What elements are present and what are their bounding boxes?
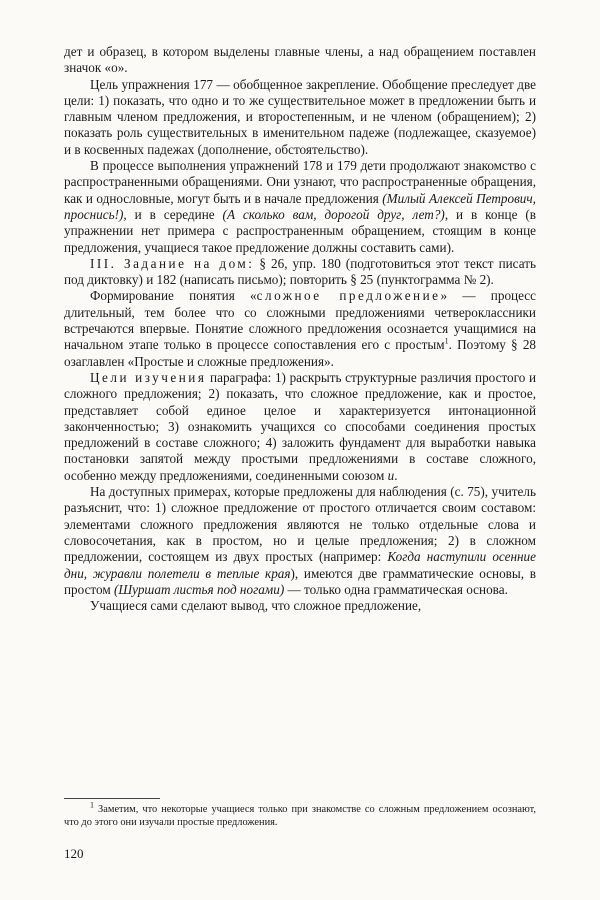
paragraph: В процессе выполнения упражнений 178 и 179 дети продолжают знакомство с распространенными обращениями. Они узнают, что распространенные обращения, как и однословные, могут быть и в начале предложения (Милый Алексей Петрович, проснись!), и в середине (А сколько вам, дорогой друг, лет?), и в конце (в упражнении нет примера с распространенным обращением, стоящим в конце предложения, учащиеся такое предложение должны составить сами). [64,158,537,255]
paragraph: Учащиеся сами сделают вывод, что сложное предложение, [90,598,422,614]
example-sentence: (Милый Алексей Петрович, проснись!) [64,190,536,222]
term: сложное предложение [256,288,441,304]
page-number: 120 [64,846,84,861]
footnote-ref: 1 [444,336,449,346]
paragraph: На доступных примерах, которые предложены для наблюдения (с. 75), учитель разъяснит, что: 1) сложное предложение от простого отличается своим составом: элементами сложного предложения являются не только отдельные слова и словосочетания, как в простом, но и целые предложения; 2) в сложном предложении, состоящем из двух простых (например: Когда наступили осенние дни, журавли полетели в теплые края), имеются две грамматические основы, в простом (Шуршат листья под ногами) — только одна грамматическая основа. [64,484,536,597]
section-heading: Цели изучения [90,369,207,385]
paragraph: Цели изучения параграфа: 1) раскрыть структурные различия простого и сложного предложения; 2) показать, что сложное предложение, как и простое, представляет собой единое целое и характеризуется интонационной законченностью; 3) ознакомить учащихся со способами соединения простых предложений в составе сложного; 4) заложить фундамент для выработки навыка постановки запятой между простыми предложениями в составе сложного, особенно между предложениями, соединенными союзом и. [64,369,536,483]
main-text [64,44,536,614]
section-heading: III. Задание на дом: [90,255,255,271]
paragraph: III. Задание на дом: § 26, упр. 180 (подготовиться этот текст писать под диктовку) и 182 (написать письмо); повторить § 25 (пунктограмма № 2). [64,255,536,288]
example-sentence: (Шуршат листья под ногами) [110,581,285,597]
example-sentence: (А сколько вам, дорогой друг, лет?) [222,206,445,222]
paragraph: дет и образец, в котором выделены главные члены, а над обращением поставлен значок «о». [64,44,536,76]
paragraph: Формирование понятия «сложное предложение» — процесс длительный, тем более что со сложными предложениями четвероклассники встречаются впервые. Понятие сложного предложения осознается учащимися на начальном этапе только в процессе сопоставления его с простым$^1$. Поэтому § 28 озаглавлен «Простые и сложные предложения». [64,288,537,369]
footnote-divider [64,798,160,799]
example-sentence: Когда наступили осенние дни, журавли полетели в теплые края [64,549,536,581]
footnote: $^1$ Заметим, что некоторые учащиеся только при знакомстве со сложным предложением осознают, что до этого они изучали простые предложения. [64,800,536,828]
paragraph: Цель упражнения 177 — обобщенное закрепление. Обобщение преследует две цели: 1) показать, что одно и то же существительное может в предложении быть и главным членом предложения, и второстепенным, и не членом (обращением); 2) показать роль существительных в именительном падеже (подлежащее, сказуемое) и в косвенных падежах (дополнение, обстоятельство). [64,76,536,157]
